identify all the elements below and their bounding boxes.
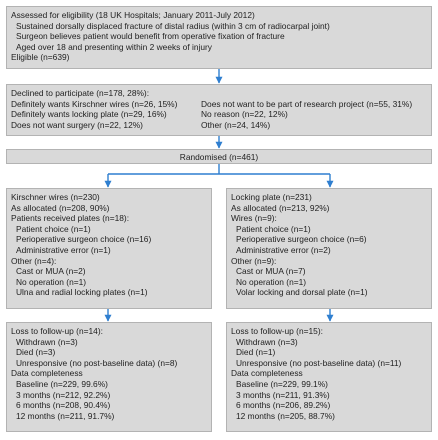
locking-allocation-line: As allocated (n=213, 92%) xyxy=(231,202,330,213)
kirschner-followup-line: Data completeness xyxy=(11,368,83,379)
locking-allocation-line: No operation (n=1) xyxy=(236,276,307,287)
locking-followup-line: Baseline (n=229, 99.1%) xyxy=(236,378,328,389)
declined-reason: Definitely wants locking plate (n=29, 16%) xyxy=(11,109,167,120)
locking-allocation-box xyxy=(226,188,432,309)
kirschner-allocation-line: No operation (n=1) xyxy=(16,276,87,287)
kirschner-followup-line: 12 months (n=211, 91.7%) xyxy=(16,410,115,421)
locking-allocation-line: Locking plate (n=231) xyxy=(231,192,312,202)
kirschner-allocation-line: Patients received plates (n=18): xyxy=(11,213,130,224)
kirschner-followup-line: Baseline (n=229, 99.6%) xyxy=(16,378,108,389)
declined-reason: Does not want to be part of research project (n=55, 31%) xyxy=(201,98,413,109)
kirschner-followup-line: 3 months (n=212, 92.2%) xyxy=(16,389,111,400)
kirschner-allocation-line: Administrative error (n=1) xyxy=(16,244,111,255)
kirschner-allocation-line: Other (n=4): xyxy=(11,255,57,266)
declined-reason: Other (n=24, 14%) xyxy=(201,119,271,130)
declined-reason: No reason (n=22, 12%) xyxy=(201,109,288,120)
locking-allocation-line: Administrative error (n=2) xyxy=(236,244,331,255)
locking-followup-line: Data completeness xyxy=(231,368,303,379)
locking-followup-line: Died (n=1) xyxy=(236,347,276,358)
arrow-randomised-branch xyxy=(108,164,330,174)
locking-followup-line: Loss to follow-up (n=15): xyxy=(231,326,323,336)
locking-followup-line: 12 months (n=205, 88.7%) xyxy=(236,410,335,421)
kirschner-followup-line: Died (n=3) xyxy=(16,347,56,358)
eligibility-box xyxy=(6,6,432,69)
eligibility-criterion: Aged over 18 and presenting within 2 weeks of injury xyxy=(16,41,212,52)
declined-title: Declined to participate (n=178, 28%): xyxy=(11,88,150,98)
locking-followup-line: 3 months (n=211, 91.3%) xyxy=(236,389,330,400)
locking-followup-line: 6 months (n=206, 89.2%) xyxy=(236,400,331,411)
locking-allocation-line: Volar locking and dorsal plate (n=1) xyxy=(236,287,368,298)
kirschner-followup-line: Loss to follow-up (n=14): xyxy=(11,326,103,336)
kirschner-allocation-line: Ulna and radial locking plates (n=1) xyxy=(16,287,148,298)
eligibility-criterion: Surgeon believes patient would benefit from operative fixation of fracture xyxy=(16,31,285,42)
declined-reason: Definitely wants Kirschner wires (n=26, 15%) xyxy=(11,98,178,109)
kirschner-followup-line: Withdrawn (n=3) xyxy=(16,336,78,347)
declined-box xyxy=(6,84,432,136)
locking-followup-line: Withdrawn (n=3) xyxy=(236,336,298,347)
locking-followup-box xyxy=(226,322,432,432)
kirschner-allocation-box xyxy=(6,188,212,309)
locking-allocation-line: Perioperative surgeon choice (n=6) xyxy=(236,234,367,245)
kirschner-allocation-line: Patient choice (n=1) xyxy=(16,223,91,234)
kirschner-followup-box xyxy=(6,322,212,432)
locking-allocation-line: Patient choice (n=1) xyxy=(236,223,311,234)
eligibility-title: Assessed for eligibility (18 UK Hospitals; January 2011-July 2012) xyxy=(11,10,255,20)
eligible-count: Eligible (n=639) xyxy=(11,52,70,63)
kirschner-allocation-line: As allocated (n=208, 90%) xyxy=(11,202,110,213)
kirschner-allocation-line: Cast or MUA (n=2) xyxy=(16,266,86,277)
locking-allocation-line: Other (n=9): xyxy=(231,255,277,266)
kirschner-allocation-line: Kirschner wires (n=230) xyxy=(11,192,100,202)
locking-allocation-line: Wires (n=9): xyxy=(231,213,277,224)
randomised-label: Randomised (n=461) xyxy=(179,152,259,162)
kirschner-allocation-line: Perioperative surgeon choice (n=16) xyxy=(16,234,152,245)
randomised-box xyxy=(6,149,432,164)
declined-reason: Does not want surgery (n=22, 12%) xyxy=(11,119,143,130)
locking-allocation-line: Cast or MUA (n=7) xyxy=(236,266,306,277)
kirschner-followup-line: Unresponsive (no post-baseline data) (n=8) xyxy=(16,357,178,368)
eligibility-criterion: Sustained dorsally displaced fracture of distal radius (within 3 cm of radiocarpal joint) xyxy=(16,20,330,31)
locking-followup-line: Unresponsive (no post-baseline data) (n=11) xyxy=(236,357,402,368)
kirschner-followup-line: 6 months (n=208, 90.4%) xyxy=(16,400,111,411)
